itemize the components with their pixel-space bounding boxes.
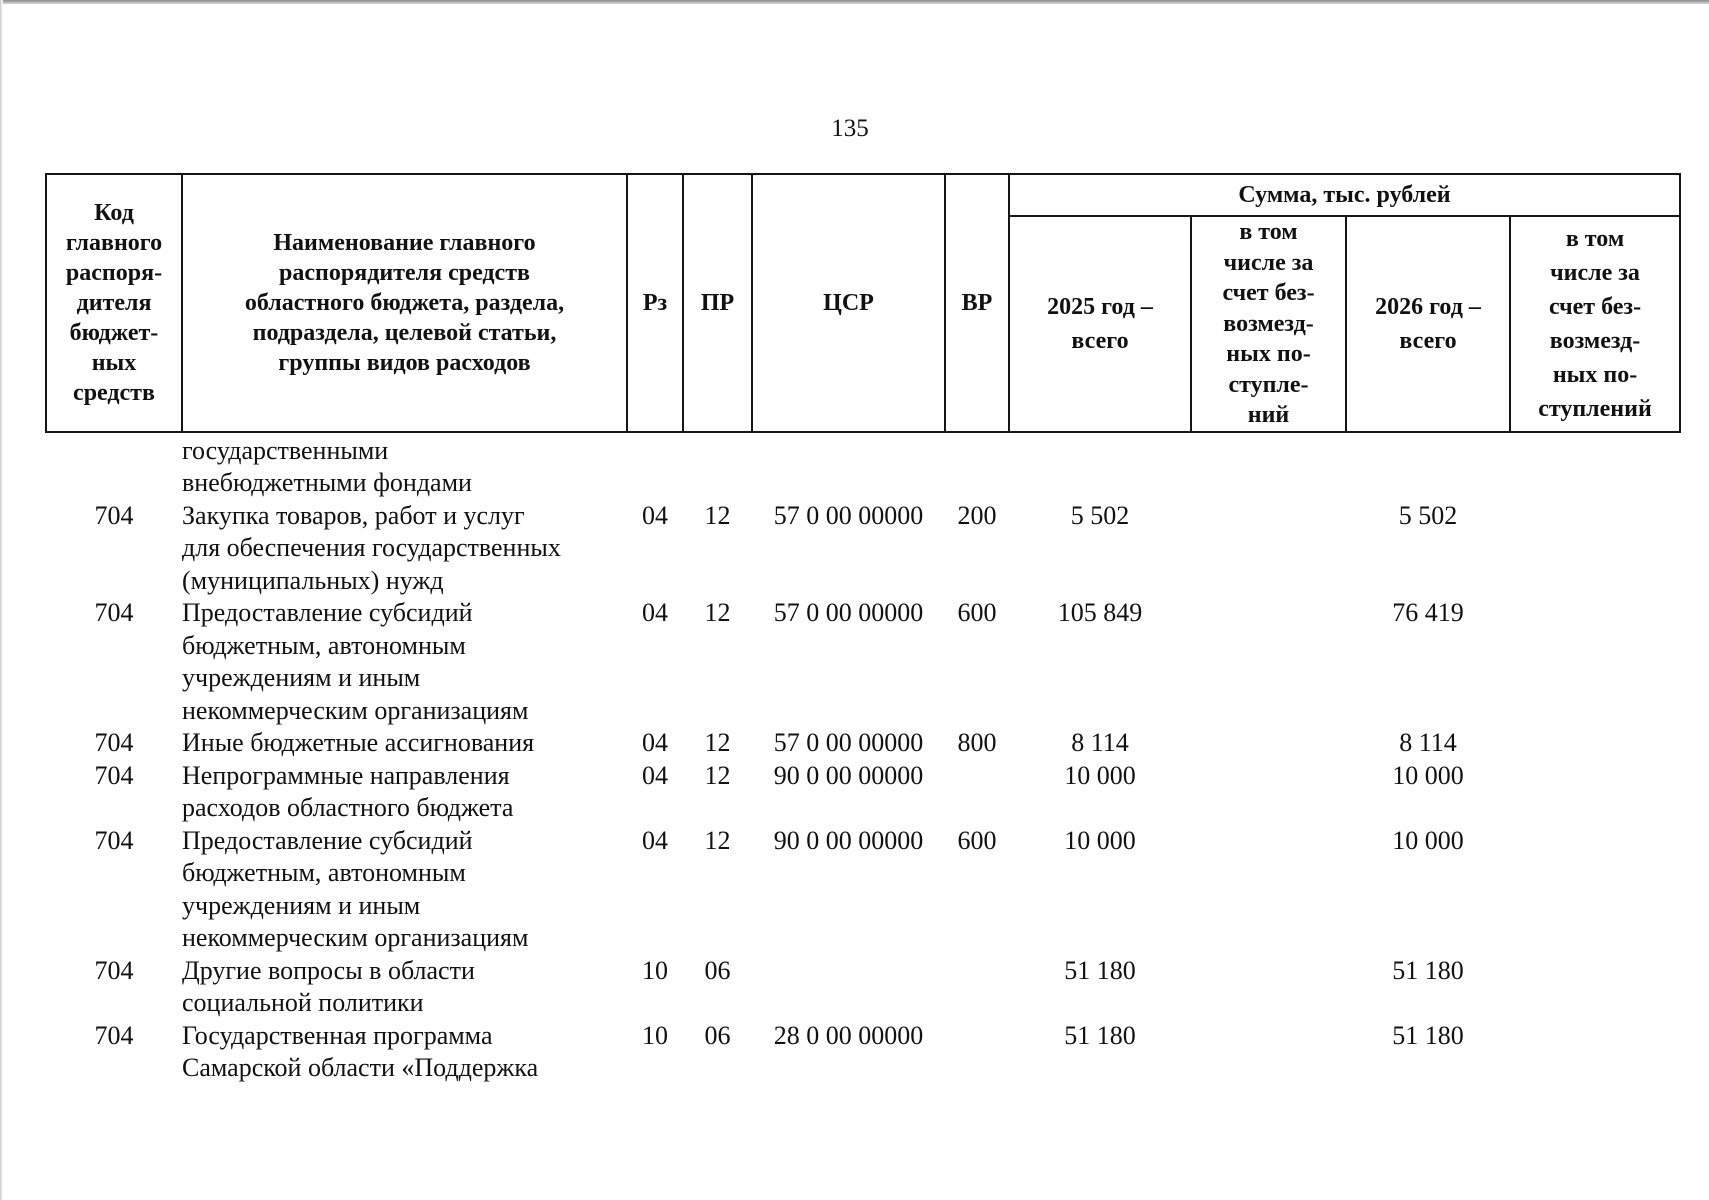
- header-line: главного: [65, 229, 163, 256]
- row-name-line: Самарской области «Поддержка: [182, 1053, 539, 1082]
- header-2026-free: [1510, 216, 1680, 432]
- row-vr: [945, 955, 1009, 1020]
- row-vr: [945, 760, 1009, 825]
- row-pr: 12: [704, 760, 731, 790]
- row-2026-total: [1346, 432, 1510, 500]
- row-2026-free: [1510, 760, 1680, 825]
- row-2026-total: 76 419: [1392, 598, 1464, 627]
- row-name: [182, 955, 627, 1020]
- header-name: [182, 174, 627, 432]
- header-line: всего: [1399, 327, 1457, 354]
- row-name-line: учреждениям и иным: [182, 890, 421, 920]
- header-line: средств: [73, 379, 155, 406]
- row-2026-total: 8 114: [1399, 728, 1457, 757]
- row-name-line: расходов областного бюджета: [182, 793, 514, 822]
- row-2025-free: [1191, 760, 1346, 825]
- row-2025-total: 8 114: [1071, 728, 1129, 757]
- row-code: 704: [94, 1020, 134, 1050]
- row-2025-total: 10 000: [1064, 760, 1136, 790]
- row-2025-free: [1191, 825, 1346, 955]
- table-header: [46, 174, 1680, 432]
- row-2025-free: [1191, 597, 1346, 727]
- row-2025-free: [1191, 727, 1346, 760]
- budget-table: [45, 173, 1681, 1085]
- header-line: в том: [1239, 219, 1298, 245]
- row-2026-free: [1510, 597, 1680, 727]
- table-row: [46, 597, 1680, 727]
- row-csr: 57 0 00 00000: [773, 598, 924, 627]
- row-name: [182, 1020, 627, 1085]
- row-vr: 600: [957, 598, 997, 627]
- row-2025-total: 51 180: [1064, 1020, 1136, 1050]
- header-line: распоря-: [65, 259, 163, 286]
- row-rz: 04: [642, 500, 668, 530]
- table-row: [46, 825, 1680, 955]
- row-rz: 04: [642, 598, 668, 627]
- row-name: [182, 760, 627, 825]
- header-pr: ПР: [683, 174, 752, 432]
- row-2025-total: 5 502: [1070, 500, 1130, 530]
- row-csr: 90 0 00 00000: [773, 825, 924, 855]
- row-name: [182, 500, 627, 598]
- row-csr: 28 0 00 00000: [773, 1020, 924, 1050]
- row-2026-total: 5 502: [1398, 500, 1458, 530]
- header-line: 2025 год –: [1047, 293, 1153, 320]
- row-code: 704: [94, 598, 134, 627]
- row-2026-total: 10 000: [1392, 760, 1464, 790]
- header-line: областного бюджета, раздела,: [244, 289, 565, 316]
- header-line: Наименование главного: [273, 229, 536, 256]
- page-number: 135: [831, 115, 869, 142]
- row-2025-total: 10 000: [1064, 825, 1136, 855]
- row-vr: 600: [957, 825, 997, 855]
- row-2026-free: [1510, 825, 1680, 955]
- header-line: числе за: [1550, 259, 1640, 286]
- header-line: дителя: [76, 289, 152, 316]
- row-csr: 90 0 00 00000: [773, 760, 924, 790]
- row-2026-total: 51 180: [1392, 1020, 1464, 1050]
- row-code: 704: [94, 500, 134, 530]
- row-vr: [945, 1020, 1009, 1085]
- header-2025-free-lines: [1196, 217, 1341, 431]
- row-rz: 10: [642, 1020, 668, 1050]
- table-row: [46, 760, 1680, 825]
- table-row: [46, 500, 1680, 598]
- header-line: 2026 год –: [1375, 293, 1481, 320]
- row-name-line: (муниципальных) нужд: [182, 565, 444, 595]
- row-code: 704: [94, 955, 134, 985]
- row-pr: [683, 432, 752, 500]
- header-line: возмезд-: [1549, 327, 1641, 354]
- row-pr: 06: [704, 955, 731, 985]
- row-2026-total: 10 000: [1392, 825, 1464, 855]
- table-row: [46, 1020, 1680, 1085]
- header-line: ных по-: [1552, 361, 1638, 388]
- header-line: Код: [94, 199, 134, 226]
- row-pr: 06: [704, 1020, 731, 1050]
- row-csr: [752, 955, 945, 1020]
- row-name-line: бюджетным, автономным: [182, 858, 466, 887]
- page-top-edge: [0, 0, 1709, 4]
- row-2025-total: [1009, 432, 1191, 500]
- row-code: 704: [94, 728, 134, 757]
- row-2025-free: [1191, 955, 1346, 1020]
- header-2025-free: [1191, 216, 1346, 432]
- row-vr: [945, 432, 1009, 500]
- header-line: ных по-: [1226, 341, 1311, 367]
- table-row: [46, 955, 1680, 1020]
- header-vr: ВР: [945, 174, 1009, 432]
- row-pr: 12: [704, 500, 731, 530]
- row-name-line: Непрограммные направления: [182, 760, 510, 790]
- header-line: подраздела, целевой статьи,: [252, 319, 557, 346]
- row-2026-free: [1510, 1020, 1680, 1085]
- table-body: [46, 432, 1680, 1085]
- row-name: [182, 432, 627, 500]
- row-2026-free: [1510, 500, 1680, 598]
- row-name: [182, 597, 627, 727]
- row-vr: 800: [957, 728, 997, 757]
- row-2026-total: 51 180: [1392, 955, 1464, 985]
- header-line: распорядителя средств: [279, 259, 530, 286]
- row-name-line: Иные бюджетные ассигнования: [182, 728, 535, 757]
- header-line: ний: [1247, 402, 1290, 428]
- row-2025-free: [1191, 1020, 1346, 1085]
- header-sum: Сумма, тыс. рублей: [1009, 174, 1680, 216]
- row-csr: 57 0 00 00000: [773, 728, 924, 757]
- row-2025-free: [1191, 432, 1346, 500]
- row-name: [182, 727, 627, 760]
- row-name-line: учреждениям и иным: [182, 663, 421, 692]
- row-2026-free: [1510, 432, 1680, 500]
- row-csr: [752, 432, 945, 500]
- row-name-line: Закупка товаров, работ и услуг: [182, 500, 525, 530]
- header-line: ных: [91, 349, 137, 376]
- row-csr: 57 0 00 00000: [773, 500, 924, 530]
- header-line: в том: [1565, 225, 1625, 252]
- header-line: бюджет-: [69, 319, 159, 346]
- row-name-line: Государственная программа: [182, 1020, 493, 1050]
- header-rz: Рз: [627, 174, 683, 432]
- row-name-line: внебюджетными фондами: [182, 468, 472, 497]
- row-pr: 12: [704, 598, 731, 627]
- header-line: всего: [1071, 327, 1129, 354]
- header-2026-total-lines: [1351, 290, 1505, 358]
- header-line: возмезд-: [1223, 310, 1314, 337]
- header-csr: ЦСР: [752, 174, 945, 432]
- row-name-line: социальной политики: [182, 988, 424, 1017]
- row-rz: 04: [642, 728, 668, 757]
- row-name-line: Предоставление субсидий: [182, 598, 473, 627]
- row-name-line: Предоставление субсидий: [182, 825, 473, 855]
- header-name-lines: [193, 228, 616, 378]
- row-code: 704: [94, 760, 134, 790]
- table-row: [46, 432, 1680, 500]
- header-2025-total-lines: [1014, 290, 1186, 358]
- row-name-line: бюджетным, автономным: [182, 630, 466, 660]
- header-code: [46, 174, 182, 432]
- header-line: числе за: [1223, 249, 1314, 276]
- row-rz: 10: [642, 955, 668, 985]
- row-rz: [627, 432, 683, 500]
- header-2025-total: [1009, 216, 1191, 432]
- row-name-line: некоммерческим организациям: [182, 923, 529, 952]
- header-2026-free-lines: [1515, 222, 1675, 426]
- row-vr: 200: [957, 500, 997, 530]
- header-2026-total: [1346, 216, 1510, 432]
- row-2025-total: 105 849: [1057, 598, 1143, 627]
- header-line: ступлений: [1538, 395, 1652, 422]
- row-2026-free: [1510, 727, 1680, 760]
- row-name: [182, 825, 627, 955]
- row-2026-free: [1510, 955, 1680, 1020]
- row-code: [46, 432, 182, 500]
- table-row: [46, 727, 1680, 760]
- row-code: 704: [94, 825, 134, 855]
- row-pr: 12: [704, 728, 731, 757]
- header-line: ступле-: [1228, 371, 1309, 398]
- row-pr: 12: [704, 825, 731, 855]
- row-name-line: некоммерческим организациям: [182, 695, 529, 725]
- row-rz: 04: [642, 825, 668, 855]
- header-line: счет без-: [1548, 293, 1642, 320]
- page-left-edge: [0, 0, 3, 1200]
- row-name-line: для обеспечения государственных: [182, 533, 561, 562]
- header-line: счет без-: [1222, 280, 1315, 306]
- row-rz: 04: [642, 760, 668, 790]
- row-2025-free: [1191, 500, 1346, 598]
- row-2025-total: 51 180: [1064, 955, 1136, 985]
- row-name-line: Другие вопросы в области: [182, 955, 475, 985]
- header-line: группы видов расходов: [278, 349, 531, 376]
- row-name-line: государственными: [182, 435, 389, 465]
- header-code-lines: [51, 198, 177, 408]
